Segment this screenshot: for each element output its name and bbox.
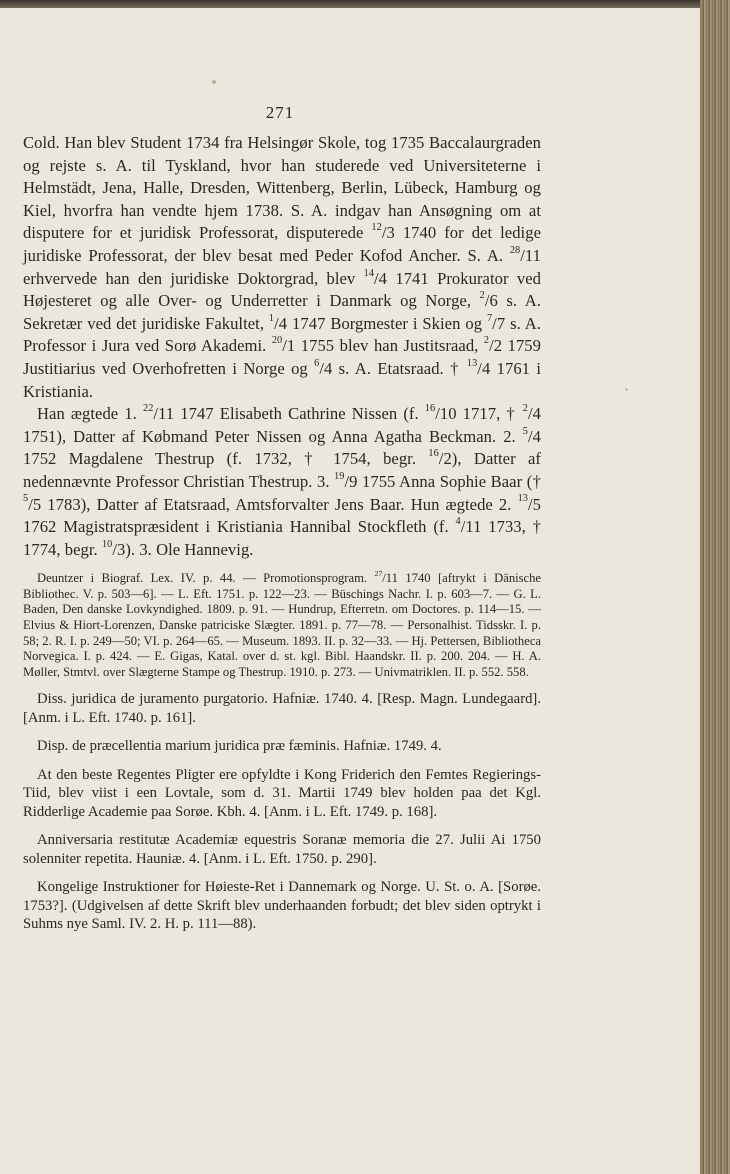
date-superscript: 1 [268,312,275,324]
date-superscript: 14 [363,267,375,279]
date-superscript: 13 [466,357,478,369]
date-superscript: 12 [371,222,382,234]
page-number: 271 [265,103,295,122]
date-superscript: 2 [479,290,485,302]
work-entry: Kongelige Instruktioner for Høieste-Ret i Dannemark og Norge. U. St. o. A. [Sorøe. 1753?]. (Udgivelsen af dette Skrift blev underhaanden forbudt; det blev siden optrykt i Suhms nye Saml. IV. 2. H. p. 111—88). [23,879,541,933]
date-superscript: 7 [486,312,493,324]
biography-paragraph: Cold. Han blev Student 1734 fra Helsingør Skole, tog 1735 Baccalaurgraden og rejste s. A. til Tyskland, hvor han studerede ved Universiteterne i Helmstädt, Jena, Halle, Dresden, Wittenberg, Berlin, Lübeck, Hamburg og Kiel, hvorfra han vendte hjem 1738. S. A. indgav han Ansøgning om at disputere for et juridisk Professorat, disputerede $^{12}$/3 1740 for det ledige juridiske Professorat, der blev besat med Peder Kofod Ancher. S. A. $^{28}$/11 erhvervede han den juridiske Doktorgrad, blev $^{14}$/4 1741 Prokurator ved Højesteret og alle Over- og Underretter i Danmark og Norge, $^2$/6 s. A. Sekretær ved det juridiske Fakultet, $^1$/4 1747 Borgmester i Skien og $^7$/7 s. A. Professor i Jura ved Sorø Akademi. $^{20}$/1 1755 blev han Justitsraad, $^2$/2 1759 Justitiarius ved Overhofretten i Norge og $^6$/4 s. A. Etatsraad. † $^{13}$/4 1761 i Kristiania. [23,133,542,401]
date-superscript: 27 [374,568,383,578]
date-superscript: 28 [509,244,521,256]
book-page [0,8,702,1174]
date-superscript: 6 [314,357,320,369]
speck-mark [625,388,628,391]
date-superscript: 13 [517,493,528,505]
date-superscript: 5 [522,425,528,437]
date-superscript: 5 [23,493,29,505]
date-superscript: 16 [424,403,436,415]
page-content [23,132,541,934]
marriage-paragraph: Han ægtede 1. $^{22}$/11 1747 Elisabeth Cathrine Nissen (f. $^{16}$/10 1717, † $^2$/4 1751), Datter af Købmand Peter Nissen og Anna Agatha Beckman. 2. $^5$/4 1752 Magdalene Thestrup (f. 1732, † 1754, begr. $^{16}$/2), Datter af nedennævnte Professor Christian Thestrup. 3. $^{19}$/9 1755 Anna Sophie Baar († $^5$/5 1783), Datter af Etatsraad, Amtsforvalter Jens Baar. Hun ægtede 2. $^{13}$/5 1762 Magistratspræsident i Kristiania Hannibal Stockfleth (f. $^4$/11 1733, † 1774, begr. $^{10}$/3). 3. Ole Hannevig. [23,403,542,559]
date-superscript: 22 [143,403,154,415]
work-entry: Diss. juridica de juramento purgatorio. Hafniæ. 1740. 4. [Resp. Magn. Lundegaard]. [Anm. i L. Eft. 1740. p. 161]. [23,691,541,726]
date-superscript: 20 [271,335,283,347]
date-superscript: 2 [522,403,528,415]
speck-mark [212,80,216,84]
date-superscript: 10 [101,538,113,550]
date-superscript: 19 [334,470,345,482]
references-paragraph: Deuntzer i Biograf. Lex. IV. p. 44. — Promotionsprogram. $^{27}$/11 1740 [aftrykt i Dänische Bibliothec. V. p. 503—6]. — L. Eft. 1751. p. 122—23. — Büschings Nachr. I. p. 603—7. — G. L. Baden, Den danske Lovkyndighed. 1809. p. 91. — Hundrup, Efterretn. om Doctores. p. 114—15. — Elvius & Hiort-Lorenzen, Danske patriciske Slægter. 1891. p. 77—78. — Personalhist. Tidsskr. I. p. 58; 2. R. I. p. 249—50; VI. p. 264—65. — Museum. 1893. II. p. 32—33. — Hj. Pettersen, Bibliotheca Norvegica. I. p. 424. — E. Gigas, Katal. over d. st. kgl. Bibl. Haandskr. II. p. 200. 204. — H. A. Møller, Stmtvl. over Slægterne Stampe og Thestrup. 1910. p. 273. — Univmatriklen. II. p. 552. 558. [23,568,541,679]
work-entry: Anniversaria restitutæ Academiæ equestris Soranæ memoria die 27. Julii Ai 1750 solenniter repetita. Hauniæ. 4. [Anm. i L. Eft. 1750. p. 290]. [23,832,541,867]
work-entry: Disp. de præcellentia marium juridica præ fæminis. Hafniæ. 1749. 4. [37,738,442,755]
date-superscript: 4 [455,516,461,528]
work-entry: At den beste Regentes Pligter ere opfyldte i Kong Friderich den Femtes Regierings-Tiid, blev viist i een Lovtale, som d. 31. Martii 1749 blev holden paa det Kgl. Ridderlige Academie paa Sorøe. Kbh. 4. [Anm. i L. Eft. 1749. p. 168]. [23,766,541,820]
date-superscript: 16 [428,448,439,460]
date-superscript: 2 [483,335,490,347]
book-spine-edge [700,0,730,1174]
